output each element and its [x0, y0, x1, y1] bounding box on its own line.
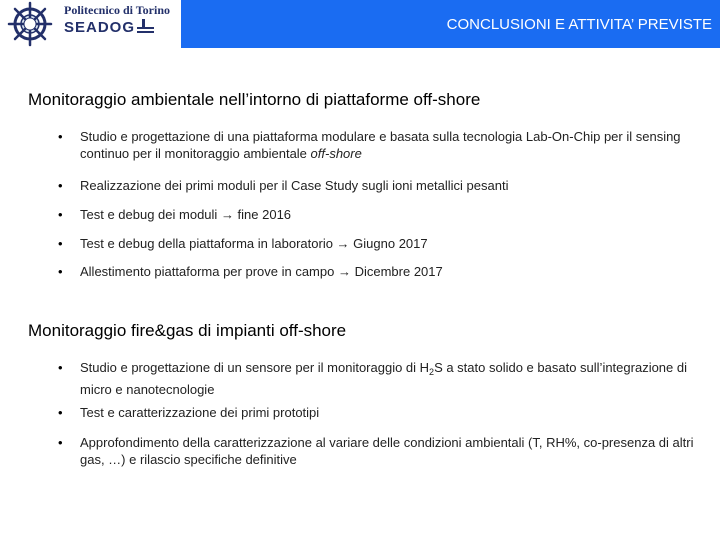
list-item: Test e debug dei moduli → fine 2016 — [80, 207, 292, 222]
slide-title: CONCLUSIONI E ATTIVITA’ PREVISTE — [446, 16, 712, 33]
bullet-marker: • — [58, 435, 63, 450]
waves-icon — [136, 18, 156, 36]
bullet-marker: • — [58, 236, 63, 251]
ship-wheel-icon — [2, 1, 58, 47]
list-item: Test e debug della piattaforma in laboratorio → Giugno 2017 — [80, 236, 428, 251]
bullet-marker: • — [58, 264, 63, 279]
logo-area — [0, 0, 181, 48]
bullet-marker: • — [58, 129, 63, 144]
header-bar — [181, 0, 720, 48]
list-item: Allestimento piattaforma per prove in campo → Dicembre 2017 — [80, 264, 443, 279]
slide-header — [0, 0, 720, 48]
logo-project-text: SEADOG — [64, 19, 136, 36]
section-heading-fire-gas: Monitoraggio fire&gas di impianti off-shore — [28, 321, 347, 340]
bullet-marker: • — [58, 360, 63, 375]
logo-university-text: Politecnico di Torino — [64, 3, 171, 17]
list-item: Realizzazione dei primi moduli per il Case Study sugli ioni metallici pesanti — [80, 178, 509, 193]
list-item: Test e caratterizzazione dei primi prototipi — [80, 405, 320, 420]
section-heading-environmental: Monitoraggio ambientale nell’intorno di piattaforme off-shore — [28, 90, 481, 109]
list-item: Approfondimento della caratterizzazione al variare delle condizioni ambientali (T, RH%, co-presenza di altri gas, …) e rilascio specifiche definitive — [80, 435, 694, 467]
bullet-marker: • — [58, 405, 63, 420]
arrow-icon: → — [220, 207, 234, 222]
list-item: Studio e progettazione di una piattaforma modulare e basata sulla tecnologia Lab-On-Chip per il sensing continuo per il monitoraggio ambientale off-shore — [80, 129, 681, 161]
arrow-icon: → — [336, 236, 350, 251]
list-item: Studio e progettazione di un sensore per il monitoraggio di $H_2S$ a stato solido e basato sull’integrazione di micro e nanotecnologie — [80, 360, 687, 397]
bullet-marker: • — [58, 178, 63, 193]
arrow-icon: → — [337, 264, 351, 279]
bullet-marker: • — [58, 207, 63, 222]
